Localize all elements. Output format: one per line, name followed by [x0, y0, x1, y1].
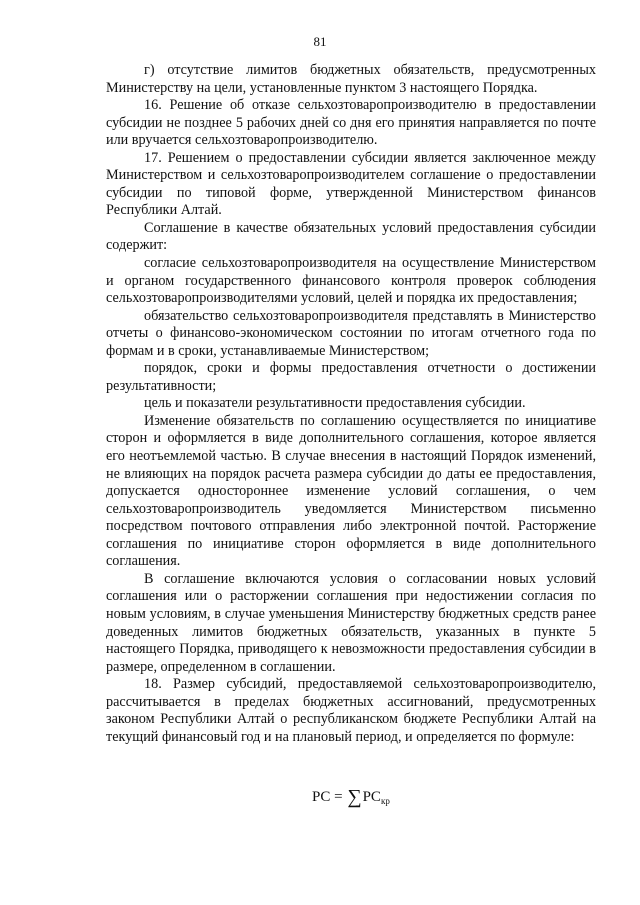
document-body	[106, 62, 596, 746]
paragraph: Изменение обязательств по соглашению осуществляется по инициативе сторон и оформляется в виде дополнительного соглашения, которое является его неотъемлемой частью. В случае внесения в настоящий Порядок изменений, не влияющих на порядок расчета размера субсидии до даты ее предоставления, допускается одностороннее изменение условий соглашения, о чем сельхозтоваропроизводитель уведомляется Министерством письменно посредством почтового отправления либо электронной почтой. Расторжение соглашения по инициативе сторон оформляется в виде дополнительного соглашения.	[106, 412, 596, 570]
sum-symbol: ∑	[347, 786, 362, 808]
paragraph: порядок, сроки и формы предоставления отчетности о достижении результативности;	[106, 360, 596, 394]
formula-equals: =	[334, 789, 343, 805]
paragraph: 17. Решением о предоставлении субсидии является заключенное между Министерством и сельхозтоваропроизводителем соглашение о предоставлении субсидии по типовой форме, утвержденной Министерством финансов Республики Алтай.	[106, 149, 596, 219]
page-number: 81	[313, 34, 327, 49]
paragraph: обязательство сельхозтоваропроизводителя представлять в Министерство отчеты о финансово-экономическом состоянии по итогам отчетного года по формам и в сроки, устанавливаемые Министерством;	[106, 307, 596, 359]
paragraph: 16. Решение об отказе сельхозтоваропроизводителю в предоставлении субсидии не позднее 5 рабочих дней со дня его принятия направляется по почте или вручается сельхозтоваропроизводителю.	[106, 97, 596, 149]
paragraph: Соглашение в качестве обязательных условий предоставления субсидии содержит:	[106, 219, 596, 254]
formula	[312, 786, 390, 809]
paragraph: согласие сельхозтоваропроизводителя на осуществление Министерством и органом государственного финансового контроля проверок соблюдения сельхозтоваропроизводителями условий, целей и порядка их предоставления;	[106, 255, 596, 307]
paragraph: цель и показатели результативности предоставления субсидии.	[144, 395, 526, 412]
formula-subscript: кр	[380, 796, 390, 806]
paragraph: В соглашение включаются условия о согласовании новых условий соглашения или о расторжении соглашения при недостижении согласия по новым условиям, в случае уменьшения Министерству бюджетных средств ранее доведенных лимитов бюджетных обязательств, указанных в пункте 5 настоящего Порядка, приводящего к невозможности предоставления субсидии в размере, определенном в соглашении.	[106, 570, 596, 675]
formula-term: PC	[362, 789, 381, 805]
paragraph: г) отсутствие лимитов бюджетных обязательств, предусмотренных Министерству на цели, установленные пунктом 3 настоящего Порядка.	[106, 62, 596, 96]
paragraph: 18. Размер субсидий, предоставляемой сельхозтоваропроизводителю, рассчитывается в пределах бюджетных ассигнований, предусмотренных законом Республики Алтай о республиканском бюджете Республики Алтай на текущий финансовый год и на плановый период, и определяется по формуле:	[106, 676, 596, 745]
formula-lhs: PC	[312, 789, 331, 805]
